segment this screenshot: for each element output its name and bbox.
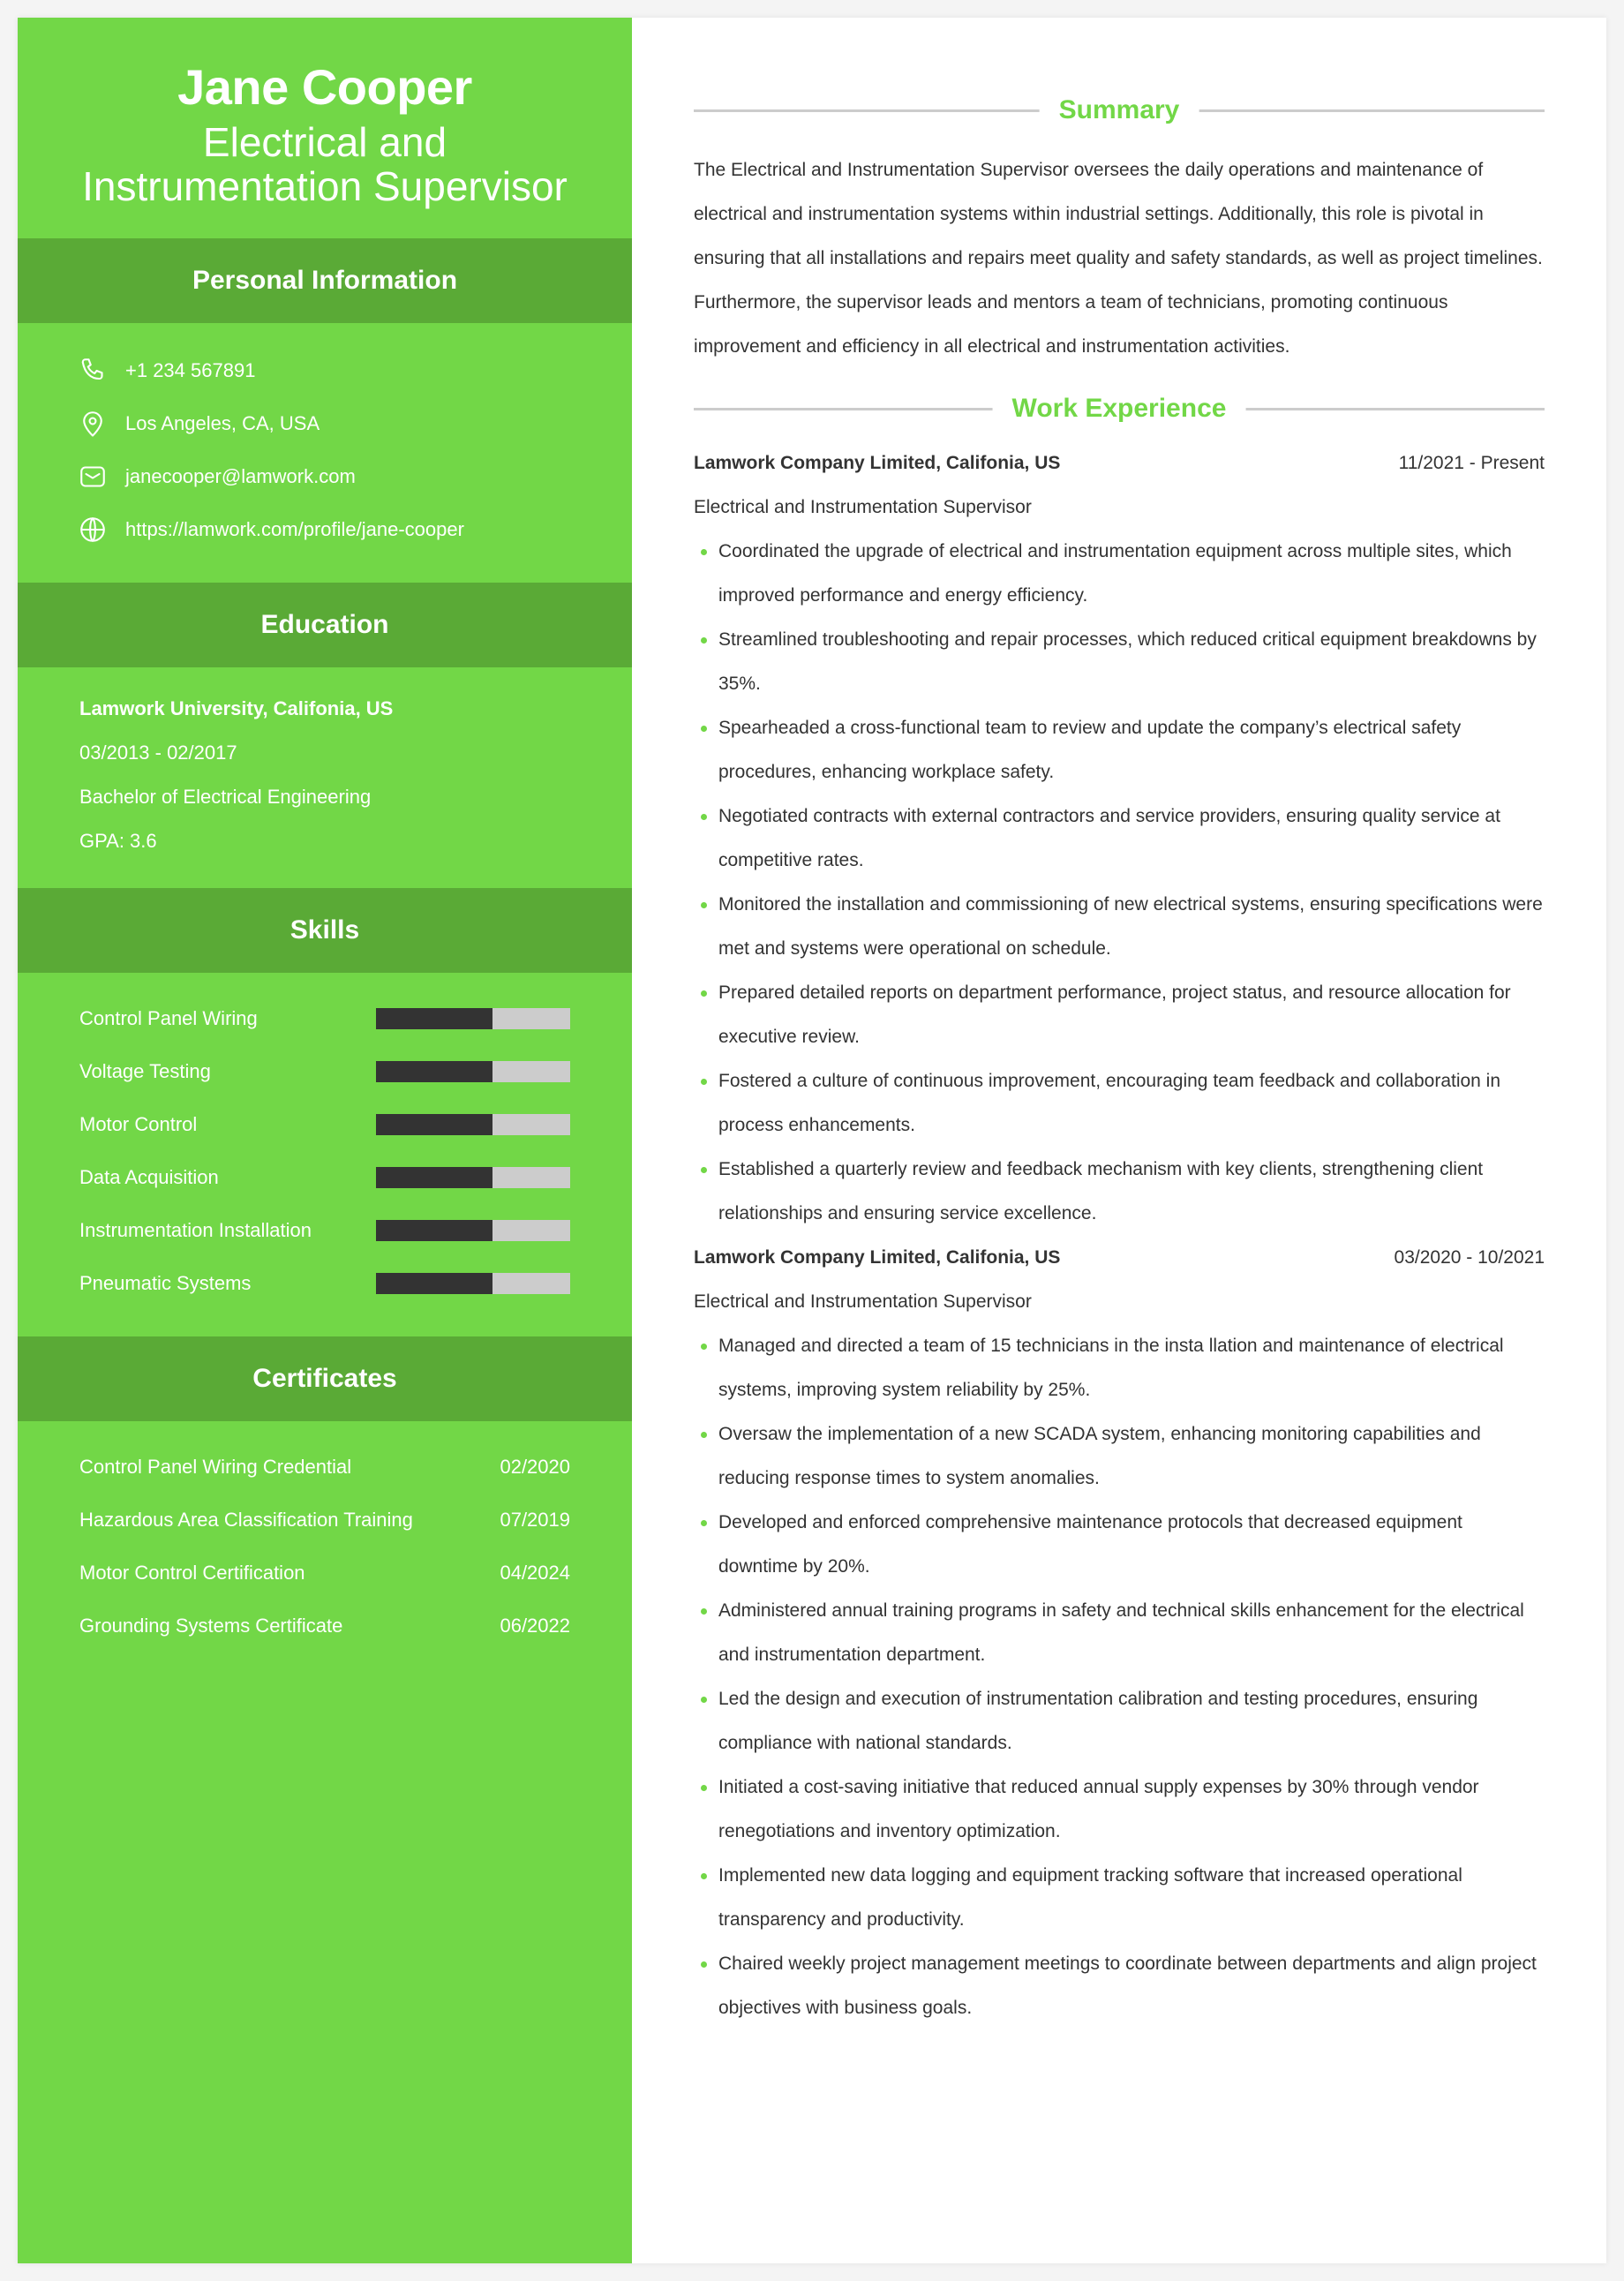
job-title-line-1: Electrical and: [202, 119, 447, 165]
skill-level-bar: [376, 1220, 570, 1241]
skill-level-bar: [376, 1061, 570, 1082]
job-header: [694, 441, 1545, 486]
job-bullet: Developed and enforced comprehensive maintenance protocols that decreased equipment downtime by 20%.: [694, 1501, 1545, 1589]
certificates-heading: Certificates: [18, 1336, 632, 1421]
certificate-date: 04/2024: [500, 1562, 570, 1584]
skills-list: [18, 973, 632, 1336]
skill-name: Pneumatic Systems: [79, 1272, 252, 1294]
certificate-item: [79, 1494, 570, 1547]
phone-icon: [76, 354, 109, 388]
summary-text: The Electrical and Instrumentation Supervisor oversees the daily operations and maintenance of electrical and instrumentation systems within industrial settings. Additionally, this role is pivotal in ensuring that all installations and repairs meet quality and safety standards, as well as project timelines. Furthermore, the supervisor leads and mentors a team of technicians, promoting continuous improvement and efficiency in all electrical and instrumentation activities.: [694, 160, 1543, 357]
job-header: [694, 1236, 1545, 1280]
job-bullet: Oversaw the implementation of a new SCADA system, enhancing monitoring capabilities and reducing response times to system anomalies.: [694, 1412, 1545, 1501]
skill-level-bar: [376, 1273, 570, 1294]
job-company: Lamwork Company Limited, Califonia, US: [694, 1247, 1061, 1268]
personal-info-heading: Personal Information: [18, 238, 632, 323]
job-bullet: Streamlined troubleshooting and repair processes, which reduced critical equipment breakdowns by 35%.: [694, 618, 1545, 706]
sidebar: [18, 18, 632, 2263]
education-heading: Education: [18, 583, 632, 667]
education-dates: 03/2013 - 02/2017: [79, 742, 237, 764]
job-dates: 11/2021 - Present: [1398, 453, 1545, 473]
location-text: Los Angeles, CA, USA: [125, 412, 320, 434]
certificate-name: Control Panel Wiring Credential: [79, 1456, 352, 1478]
contact-website: [76, 503, 632, 556]
skill-item: [79, 1098, 632, 1151]
main-content: [632, 18, 1606, 2263]
skill-item: [79, 1151, 632, 1204]
phone-text: +1 234 567891: [125, 359, 256, 381]
summary-heading: Summary: [1040, 88, 1199, 132]
skill-item: [79, 992, 632, 1045]
certificate-item: [79, 1441, 570, 1494]
contact-location: [76, 397, 632, 450]
skill-level-fill: [376, 1273, 492, 1294]
experience-section-header: [694, 387, 1545, 431]
job-entry: [694, 1236, 1545, 2030]
job-bullet: Managed and directed a team of 15 technicians in the insta llation and maintenance of electrical systems, improving system reliability by 25%.: [694, 1324, 1545, 1412]
job-bullet: Prepared detailed reports on department performance, project status, and resource allocation for executive review.: [694, 971, 1545, 1059]
certificate-name: Grounding Systems Certificate: [79, 1615, 343, 1637]
job-bullet: Established a quarterly review and feedback mechanism with key clients, strengthening client relationships and ensuring service excellence.: [694, 1148, 1545, 1236]
skill-name: Data Acquisition: [79, 1166, 219, 1188]
certificate-item: [79, 1547, 570, 1600]
education-degree: Bachelor of Electrical Engineering: [79, 786, 372, 808]
skill-level-bar: [376, 1167, 570, 1188]
skill-item: [79, 1045, 632, 1098]
certificate-date: 02/2020: [500, 1456, 570, 1478]
skill-level-fill: [376, 1167, 492, 1188]
skill-level-fill: [376, 1114, 492, 1135]
skill-name: Motor Control: [79, 1113, 198, 1135]
skill-name: Control Panel Wiring: [79, 1007, 258, 1029]
certificate-name: Motor Control Certification: [79, 1562, 305, 1584]
certificates-list: [18, 1421, 632, 1652]
job-bullet: Administered annual training programs in safety and technical skills enhancement for the electrical and instrumentation department.: [694, 1589, 1545, 1677]
job-bullets: [694, 530, 1545, 1236]
experience-heading: Work Experience: [993, 387, 1246, 431]
skill-item: [79, 1257, 632, 1310]
skill-name: Instrumentation Installation: [79, 1219, 312, 1241]
job-bullet: Chaired weekly project management meetings to coordinate between departments and align project objectives with business goals.: [694, 1942, 1545, 2030]
candidate-name: Jane Cooper: [177, 59, 472, 115]
job-title-line-2: Instrumentation Supervisor: [82, 163, 568, 209]
job-bullet: Negotiated contracts with external contractors and service providers, ensuring quality service at competitive rates.: [694, 794, 1545, 883]
skill-name: Voltage Testing: [79, 1060, 211, 1082]
skills-heading: Skills: [18, 888, 632, 973]
summary-section-header: [694, 88, 1545, 132]
skill-item: [79, 1204, 632, 1257]
education-block: [18, 667, 632, 888]
skill-level-bar: [376, 1114, 570, 1135]
job-bullet: Led the design and execution of instrumentation calibration and testing procedures, ensuring compliance with national standards.: [694, 1677, 1545, 1765]
email-link[interactable]: janecooper@lamwork.com: [125, 465, 356, 487]
skill-level-fill: [376, 1061, 492, 1082]
certificate-name: Hazardous Area Classification Training: [79, 1509, 413, 1531]
job-bullet: Fostered a culture of continuous improvement, encouraging team feedback and collaboration in process enhancements.: [694, 1059, 1545, 1148]
jobs-list: [632, 441, 1606, 2030]
skill-level-bar: [376, 1008, 570, 1029]
job-entry: [694, 441, 1545, 1236]
skill-level-fill: [376, 1220, 492, 1241]
email-icon: [76, 460, 109, 493]
job-role: Electrical and Instrumentation Supervisor: [694, 497, 1032, 517]
contact-list: [18, 323, 632, 583]
globe-icon: [76, 513, 109, 546]
certificate-date: 07/2019: [500, 1509, 570, 1531]
job-bullet: Monitored the installation and commissioning of new electrical systems, ensuring specifications were met and systems were operational on schedule.: [694, 883, 1545, 971]
job-role: Electrical and Instrumentation Supervisor: [694, 1291, 1032, 1312]
contact-phone: [76, 344, 632, 397]
location-pin-icon: [76, 407, 109, 440]
education-gpa: GPA: 3.6: [79, 830, 157, 852]
resume-page: [18, 18, 1606, 2263]
certificate-item: [79, 1600, 570, 1652]
job-bullet: Coordinated the upgrade of electrical and instrumentation equipment across multiple sites, which improved performance and energy efficiency.: [694, 530, 1545, 618]
contact-email: [76, 450, 632, 503]
job-bullet: Spearheaded a cross-functional team to review and update the company’s electrical safety procedures, enhancing workplace safety.: [694, 706, 1545, 794]
skill-level-fill: [376, 1008, 492, 1029]
resume-header: [18, 18, 632, 238]
education-school: Lamwork University, Califonia, US: [79, 697, 394, 719]
job-company: Lamwork Company Limited, Califonia, US: [694, 453, 1061, 473]
job-bullet: Initiated a cost-saving initiative that reduced annual supply expenses by 30% through vendor renegotiations and inventory optimization.: [694, 1765, 1545, 1854]
job-bullets: [694, 1324, 1545, 2030]
website-link[interactable]: https://lamwork.com/profile/jane-cooper: [125, 518, 464, 540]
certificate-date: 06/2022: [500, 1615, 570, 1637]
job-dates: 03/2020 - 10/2021: [1394, 1247, 1545, 1268]
job-bullet: Implemented new data logging and equipment tracking software that increased operational transparency and productivity.: [694, 1854, 1545, 1942]
